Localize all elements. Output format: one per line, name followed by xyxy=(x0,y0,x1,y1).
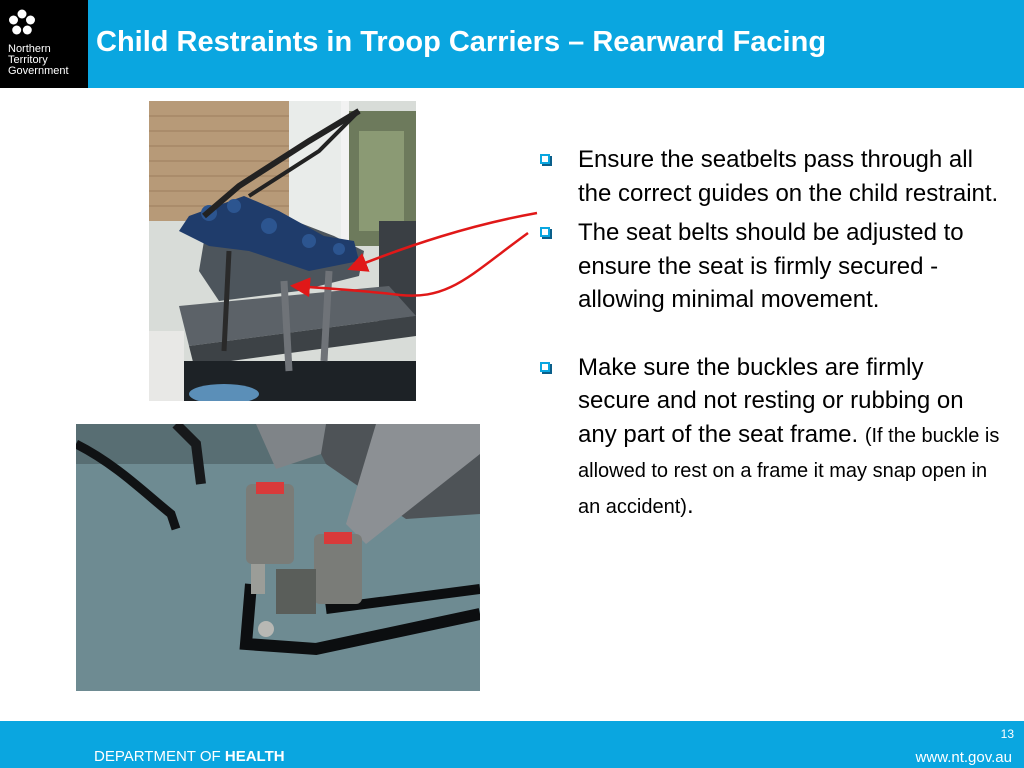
bullet-item xyxy=(540,351,1000,525)
logo-line: Territory xyxy=(8,54,48,66)
dept-prefix: DEPARTMENT OF xyxy=(94,748,225,765)
square-bullet-icon xyxy=(540,227,550,237)
bullet-note: (If the buckle is allowed to rest on a frame it may snap open in an accident) xyxy=(578,424,1000,518)
bullet-text: Make sure the buckles are firmly secure and not resting or rubbing on any part of the seat frame. xyxy=(578,353,964,448)
logo-line: Northern xyxy=(8,43,51,55)
footer-bar xyxy=(0,721,1024,768)
slide-title: Child Restraints in Troop Carriers – Rearward Facing xyxy=(96,26,827,58)
page-number: 13 xyxy=(1000,727,1014,741)
square-bullet-icon xyxy=(540,154,550,164)
website-url: www.nt.gov.au xyxy=(915,749,1012,766)
bullet-list xyxy=(540,143,1000,524)
dept-name: HEALTH xyxy=(224,748,285,765)
arrow-to-seat-guide xyxy=(352,213,537,268)
arrow-to-belt-guide xyxy=(295,233,528,296)
bullet-text: Ensure the seatbelts pass through all the correct guides on the child restraint. xyxy=(578,146,999,207)
bullet-tail: . xyxy=(686,491,694,519)
bullet-item xyxy=(540,143,1000,210)
bullet-text: The seat belts should be adjusted to ensure the seat is firmly secured - allowing minimal movement. xyxy=(578,219,964,313)
bullet-item xyxy=(540,216,1000,317)
department-label xyxy=(94,748,285,765)
square-bullet-icon xyxy=(540,362,550,372)
logo-line: Government xyxy=(8,65,69,77)
